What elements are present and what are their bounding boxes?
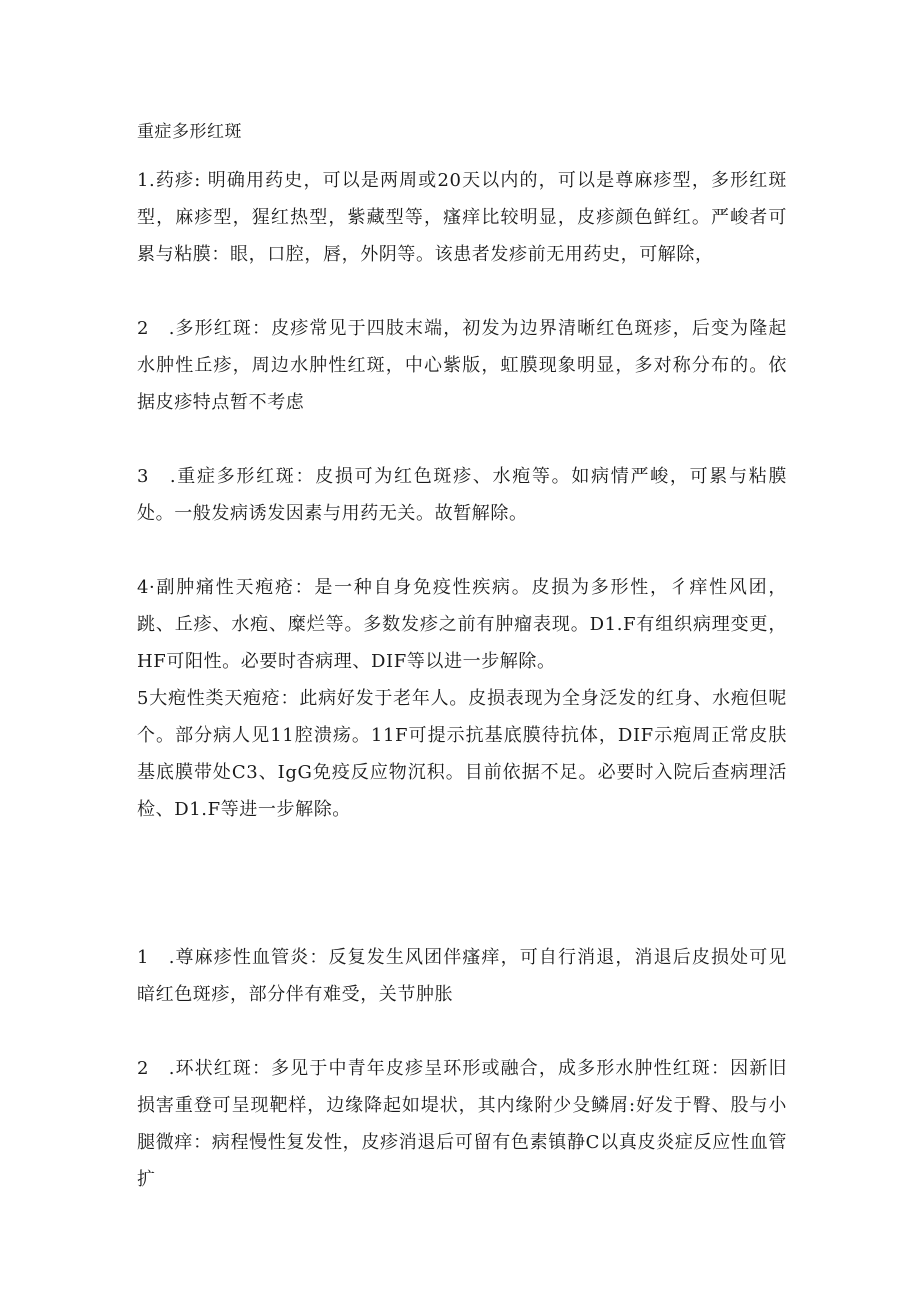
paragraph-erythema-multiforme: 2 .多形红斑：皮疹常见于四肢末端，初发为边界清晰红色斑疹，后变为隆起水肿性丘疹，周边水肿性红斑，中心紫版，虹膜现象明显，多对称分布的。依据皮疹特点暂不考虑 — [137, 318, 787, 413]
paragraph-bullous-pemphigoid: 5大疱性类天疱疮：此病好发于老年人。皮损表现为全身泛发的红身、水疱但呢个。部分病人见11腔溃疡。11F可提示抗基底膜待抗体，DIF示疱周正常皮肤基底膜带处C3、IgG免疫反应物沉积。目前依据不足。必要时入院后查病理活检、D1.F等进一步解除。 — [137, 688, 787, 820]
paragraph-paraneoplastic-pemphigus: 4·副肿痛性天疱疮：是一种自身免疫性疾病。皮损为多形性，彳痒性风团，跳、丘疹、水疱、糜烂等。多数发疹之前有肿瘤表现。D1.F有组织病理变更，HF可阳性。必要时杳病理、DIF等以进一步解除。 — [137, 577, 787, 672]
paragraph-annular-erythema: 2 .环状红斑：多见于中青年皮疹呈环形或融合，成多形水肿性红斑：因新旧损害重登可呈现靶样，边缘降起如堤状，其内缘附少殳鳞屑:好发于臀、股与小腿微痒：病程慢性复发性，皮疹消退后可留有色素镇静C以真皮炎症反应性血管扩 — [137, 1058, 787, 1190]
paragraph-urticarial-vasculitis: 1 .尊麻疹性血管炎：反复发生风团伴瘙痒，可自行消退，消退后皮损处可见暗红色斑疹，部分伴有难受，关节肿胀 — [137, 947, 787, 1005]
paragraph-severe-erythema-multiforme: 3 .重症多形红斑：皮损可为红色斑疹、水疱等。如病情严峻，可累与粘膜处。一般发病诱发因素与用药无关。故暂解除。 — [137, 466, 787, 524]
paragraph-drug-eruption: 1.药疹: 明确用药史，可以是两周或20天以内的，可以是尊麻疹型，多形红斑型，麻疹型，猩红热型，紫藏型等，瘙痒比较明显，皮疹颜色鲜红。严峻者可累与粘膜：眼，口腔，唇，外阴等。该患者发疹前无用药史，可解除， — [137, 170, 787, 265]
document-title: 重症多形红斑 — [137, 122, 242, 142]
